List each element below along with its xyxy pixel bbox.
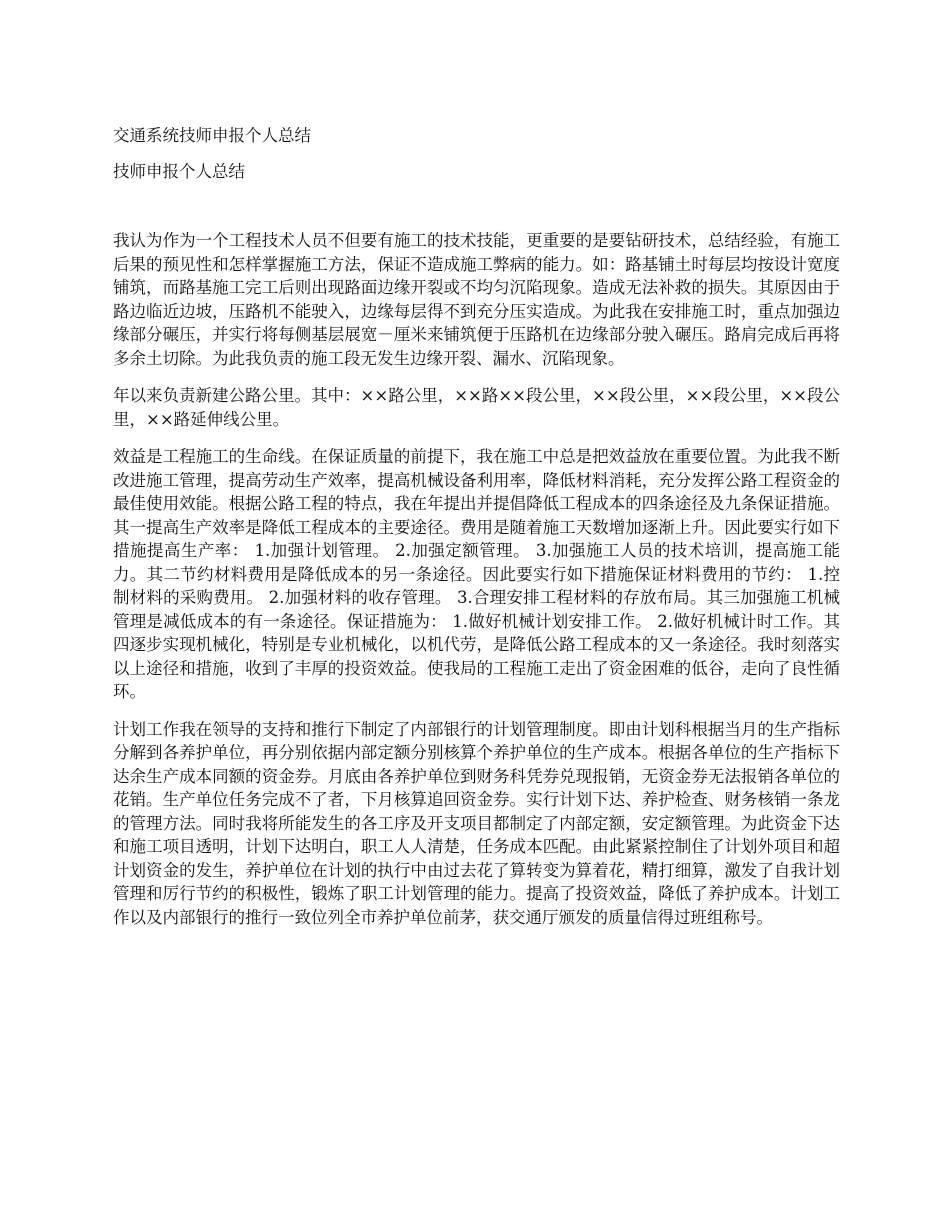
paragraph-construction-experience: 我认为作为一个工程技术人员不但要有施工的技术技能，更重要的是要钻研技术，总结经验，有施工后果的预见性和怎样掌握施工方法，保证不造成施工弊病的能力。如：路基铺土时每层均按设计宽度铺筑，而路基施工完工后则出现路面边缘开裂或不均匀沉陷现象。造成无法补救的损失。其原因由于路边临近边坡，压路机不能驶入，边缘每层得不到充分压实造成。为此我在安排施工时，重点加强边缘部分碾压，并实行将每侧基层展宽－厘米来铺筑便于压路机在边缘部分驶入碾压。路肩完成后再将多余土切除。为此我负责的施工段无发生边缘开裂、漏水、沉陷现象。 — [113, 231, 840, 368]
paragraph-planning-management: 计划工作我在领导的支持和推行下制定了内部银行的计划管理制度。即由计划科根据当月的生产指标分解到各养护单位，再分别依据内部定额分别核算个养护单位的生产成本。根据各单位的生产指标下达余生产成本同额的资金券。月底由各养护单位到财务科凭券兑现报销，无资金券无法报销各单位的花销。生产单位任务完成不了者，下月核算追回资金券。实行计划下达、养护检查、财务核销一条龙的管理方法。同时我将所能发生的各工序及开支项目都制定了内部定额，安定额管理。为此资金下达和施工项目透明，计划下达明白，职工人人清楚，任务成本匹配。由此紧紧控制住了计划外项目和超计划资金的发生，养护单位在计划的执行中由过去花了算转变为算着花，精打细算，激发了自我计划管理和厉行节约的积极性，锻炼了职工计划管理的能力。提高了投资效益，降低了养护成本。计划工作以及内部银行的推行一致位列全市养护单位前茅，获交通厅颁发的质量信得过班组称号。 — [113, 719, 840, 927]
paragraph-cost-efficiency: 效益是工程施工的生命线。在保证质量的前提下，我在施工中总是把效益放在重要位置。为此我不断改进施工管理，提高劳动生产效率，提高机械设备利用率，降低材料消耗，充分发挥公路工程资金的最佳使用效能。根据公路工程的特点，我在年提出并提倡降低工程成本的四条途径及九条保证措施。其一提高生产效率是降低工程成本的主要途径。费用是随着施工天数增加逐渐上升。因此要实行如下措施提高生产率： 1.加强计划管理。 2.加强定额管理。 3.加强施工人员的技术培训，提高施工能力。其二节约材料费用是降低成本的另一条途径。因此要实行如下措施保证材料费用的节约： 1.控制材料的采购费用。 2.加强材料的收存管理。 3.合理安排工程材料的存放布局。其三加强施工机械管理是减低成本的有一条途径。保证措施为： 1.做好机械计划安排工作。 2.做好机械计时工作。其四逐步实现机械化，特别是专业机械化，以机代劳，是降低公路工程成本的又一条途径。我时刻落实以上途径和措施，收到了丰厚的投资效益。使我局的工程施工走出了资金困难的低谷，走向了良性循环。 — [113, 447, 840, 701]
paragraph-road-projects: 年以来负责新建公路公里。其中：××路公里，××路××段公里，××段公里，××段公里，××段公里，××路延伸线公里。 — [113, 386, 840, 429]
document-subtitle: 技师申报个人总结 — [113, 162, 245, 181]
document-body — [113, 229, 840, 929]
document-title: 交通系统技师申报个人总结 — [113, 126, 311, 145]
